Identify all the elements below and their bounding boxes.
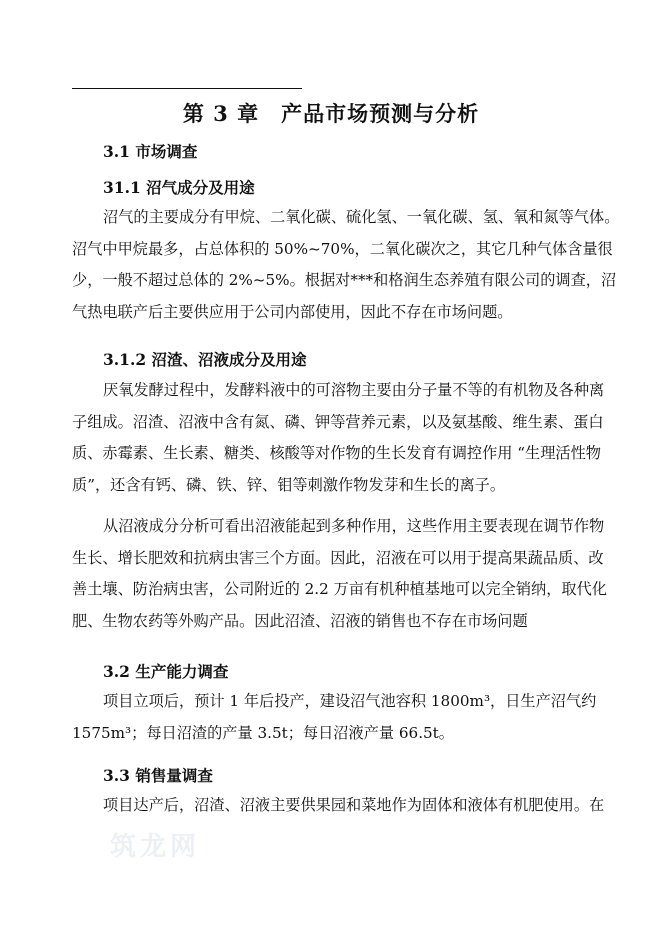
- paragraph-3-1-2-a: [72, 375, 632, 501]
- text-line: 气热电联产后主要供应用于公司内部使用，因此不存在市场问题。: [72, 302, 513, 321]
- text-line: 善土壤、防治病虫害，公司附近的 2.2 万亩有机种植基地可以完全销纳，取代化: [72, 580, 607, 598]
- text-line: 1575m³；每日沼渣的产量 3.5t；每日沼液产量 66.5t。: [72, 723, 454, 742]
- section-heading-3-1-1: 31.1 沼气成分及用途: [103, 178, 255, 197]
- text-line: 沼气的主要成分有甲烷、二氧化碳、硫化氢、一氧化碳、氢、氧和氮等气体。: [103, 208, 620, 226]
- text-line: 项目立项后，预计 1 年后投产，建设沼气池容积 1800m³，日生产沼气约: [103, 692, 597, 710]
- paragraph-3-3: [72, 790, 632, 822]
- text-line: 子组成。沼渣、沼液中含有氮、磷、钾等营养元素，以及氨基酸、维生素、蛋白: [72, 412, 604, 431]
- paragraph-3-1-2-b: [72, 511, 632, 637]
- header-rule: [72, 88, 302, 89]
- text-line: 项目达产后，沼渣、沼液主要供果园和菜地作为固体和液体有机肥使用。在: [103, 796, 605, 814]
- paragraph-3-1-1: [72, 202, 632, 328]
- text-line: 质、赤霉素、生长素、糖类、核酸等对作物的生长发育有调控作用 “生理活性物: [72, 444, 601, 462]
- section-heading-3-1: 3.1 市场调查: [103, 142, 198, 161]
- text-line: 肥、生物农药等外购产品。因此沼渣、沼液的销售也不存在市场问题: [72, 611, 528, 630]
- text-line: 厌氧发酵过程中，发酵料液中的可溶物主要由分子量不等的有机物及各种离: [103, 381, 605, 399]
- chapter-name: 产品市场预测与分析: [281, 101, 480, 126]
- chapter-title: [0, 98, 662, 128]
- text-line: 沼气中甲烷最多，占总体积的 50%~70%，二氧化碳次之，其它几种气体含量很: [72, 239, 613, 258]
- paragraph-3-2: [72, 686, 632, 749]
- section-heading-3-3: 3.3 销售量调查: [103, 766, 213, 785]
- section-heading-3-1-2: 3.1.2 沼渣、沼液成分及用途: [103, 350, 307, 369]
- section-heading-3-2: 3.2 生产能力调查: [103, 662, 229, 681]
- chapter-number: 第 3 章: [182, 101, 260, 126]
- text-line: 从沼液成分分析可看出沼液能起到多种作用，这些作用主要表现在调节作物: [103, 517, 605, 535]
- text-line: 生长、增长肥效和抗病虫害三个方面。因此，沼液在可以用于提高果蔬品质、改: [72, 548, 604, 567]
- text-line: 质”，还含有钙、磷、铁、锌、钼等刺激作物发芽和生长的离子。: [72, 475, 506, 494]
- watermark-logo: 筑龙网: [110, 832, 201, 862]
- text-line: 少，一般不超过总体的 2%~5%。根据对***和格润生态养殖有限公司的调查，沼: [72, 271, 617, 289]
